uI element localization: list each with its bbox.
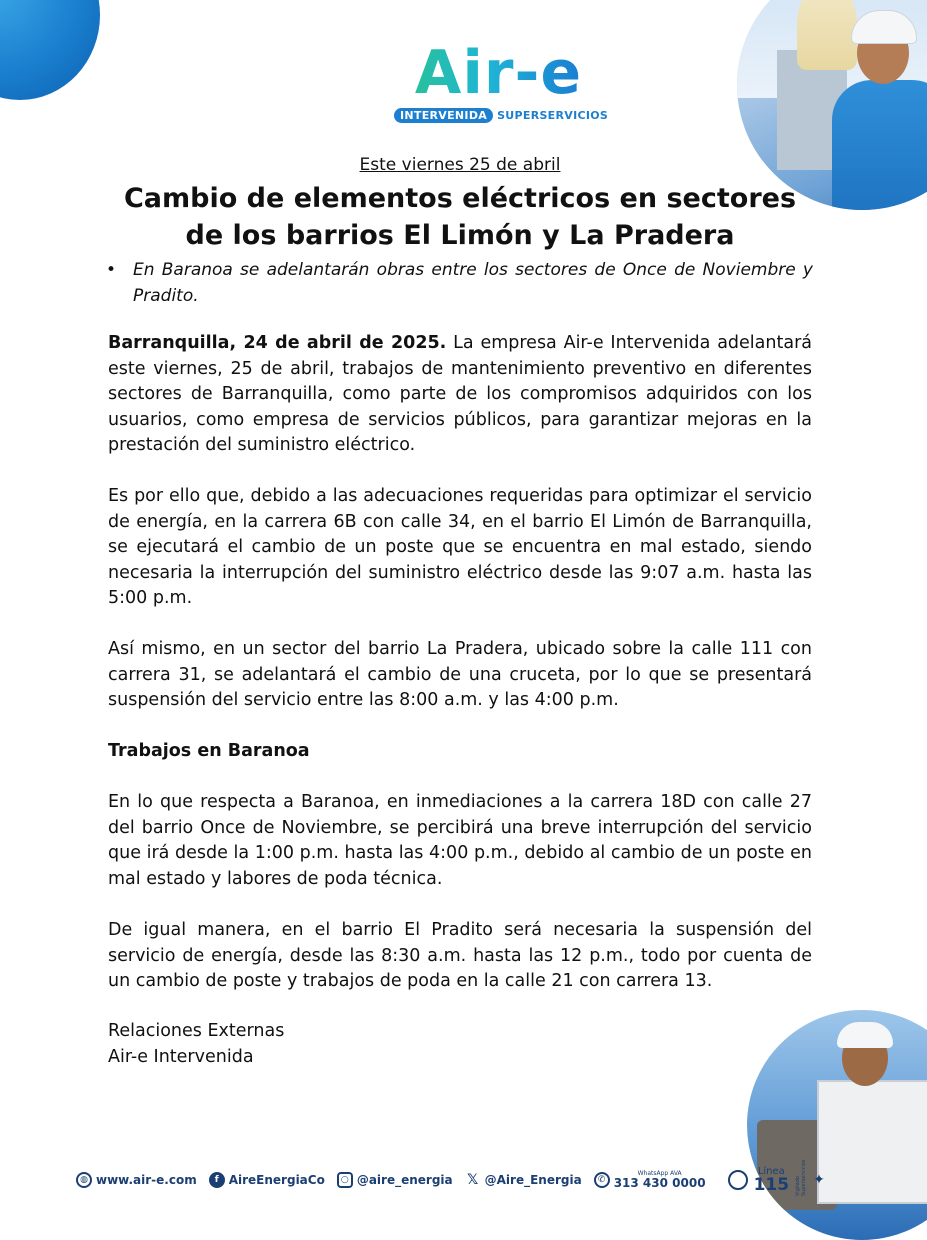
air-e-logo [391,38,609,122]
paragraph-2: Es por ello que, debido a las adecuaciones requeridas para optimizar el servicio de energía, en la carrera 6B con calle 34, en el barrio El Limón de Barranquilla, se ejecutará el cambio de un poste que se encuentra en mal estado, siendo necesaria la interrupción del suministro eléctrico desde las 9:07 a.m. hasta las 5:00 p.m. [108,486,812,608]
x-text: @Aire_Energia [484,1173,582,1187]
signature-line-1: Relaciones Externas [108,1021,285,1041]
facebook-text: AireEnergiaCo [228,1173,325,1187]
corner-decoration [0,0,100,100]
instagram-text: @aire_energia [356,1173,453,1187]
whatsapp-label: WhatsApp AVA [637,1170,682,1177]
dateline: Barranquilla, 24 de abril de 2025. [108,333,447,353]
facebook-icon: f [209,1172,225,1188]
superservicios-mark-icon: ✦ [813,1172,825,1188]
kicker: Este viernes 25 de abril [359,155,561,175]
logo-brand: Air-e [391,42,606,104]
bullet-text: En Baranoa se adelantarán obras entre los sectores de Once de Noviembre y Pradito. [133,260,813,306]
whatsapp-icon: ✆ [594,1172,610,1188]
signature [108,1019,812,1070]
instagram-icon: ○ [337,1172,353,1188]
vigilado-text: Vigilado Superservicios [795,1159,808,1196]
linea-115[interactable] [728,1159,825,1196]
x-icon: 𝕏 [467,1172,479,1188]
logo-badge: INTERVENIDA [394,108,493,123]
website-link[interactable] [76,1172,197,1188]
paragraph-1-text: La empresa Air-e Intervenida adelantará este viernes, 25 de abril, trabajos de mantenimiento preventivo en diferentes sectores de Barranquilla, como parte de los compromisos adquiridos con los usuarios, como empresa de servicios públicos, para garantizar mejoras en la prestación del suministro eléctrico. [108,333,812,455]
linea-number: 115 [753,1174,790,1195]
facebook-link[interactable] [209,1172,325,1188]
bullet-dot-icon: • [106,260,117,280]
footer-contacts [76,1159,825,1200]
linea-word: Línea [757,1165,785,1177]
headline-line-1: Cambio de elementos eléctricos en sectores [123,183,797,214]
website-text: www.air-e.com [96,1173,197,1187]
signature-line-2: Air-e Intervenida [108,1046,254,1067]
paragraph-1 [108,331,812,459]
headline [60,180,860,254]
paragraph-5: De igual manera, en el barrio El Pradito será necesaria la suspensión del servicio de energía, desde las 8:30 a.m. hasta las 12 p.m., todo por cuenta de un cambio de poste y trabajos de poda en la calle 21 con carrera 13. [108,920,812,991]
whatsapp-number: 313 430 0000 [613,1176,706,1190]
summary-bullet [106,257,813,309]
globe-icon: ◍ [76,1172,92,1188]
subheading: Trabajos en Baranoa [108,741,310,761]
logo-subline [394,108,608,123]
headset-icon [728,1170,748,1190]
header-photo [737,0,927,210]
instagram-link[interactable] [337,1172,453,1188]
x-link[interactable] [465,1172,582,1188]
whatsapp-link[interactable] [594,1171,706,1189]
logo-superservicios: SUPERSERVICIOS [497,109,609,122]
paragraph-4: En lo que respecta a Baranoa, en inmediaciones a la carrera 18D con calle 27 del barrio Once de Noviembre, se percibirá una breve interrupción del servicio que irá desde la 1:00 p.m. hasta las 4:00 p.m., debido al cambio de un poste en mal estado y labores de poda técnica. [108,792,812,889]
headline-line-2: de los barrios El Limón y La Pradera [185,220,735,251]
paragraph-3: Así mismo, en un sector del barrio La Pradera, ubicado sobre la calle 111 con carrera 31, se adelantará el cambio de una cruceta, por lo que se presentará suspensión del servicio entre las 8:00 a.m. y las 4:00 p.m. [108,639,812,710]
